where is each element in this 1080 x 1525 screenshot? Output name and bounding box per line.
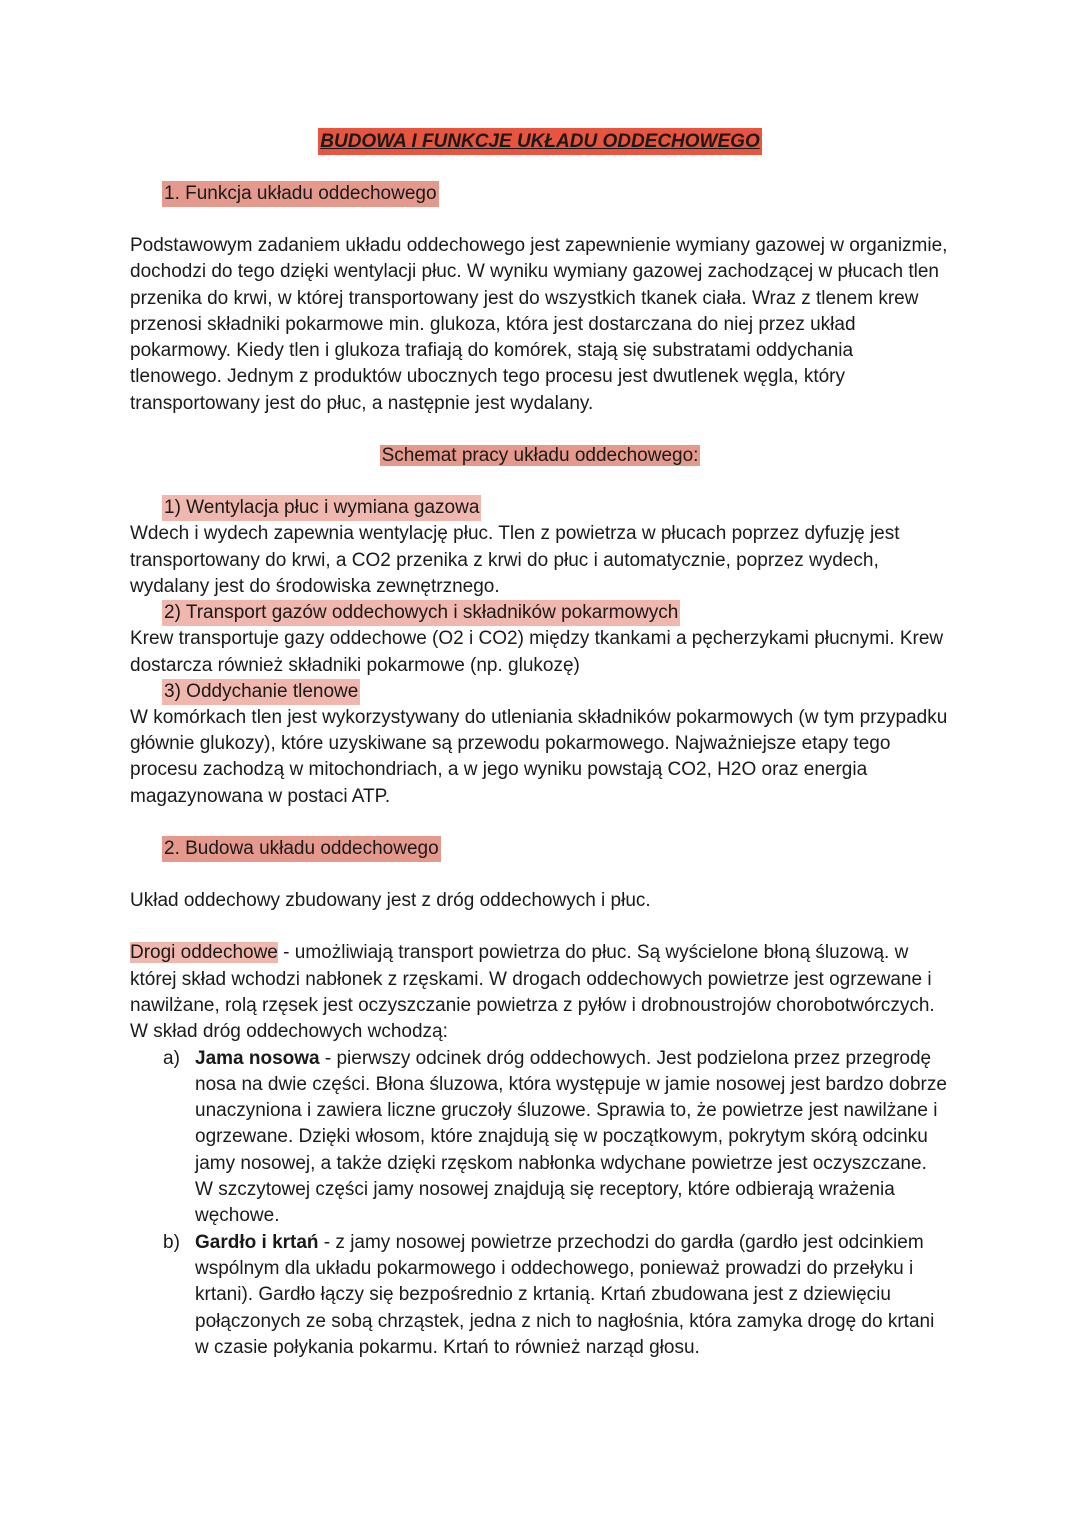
title-row [130,128,950,155]
schemat-item-3 [130,679,950,810]
section-2-heading-row [130,836,950,862]
schemat-item-3-text: W komórkach tlen jest wykorzystywany do utleniania składników pokarmowych (w tym przypadku głównie glukozy), które uzyskiwane są przewodu pokarmowego. Najważniejsze etapy tego procesu zachodzą w mitochondriach, a w jego wyniku powstają CO2, H2O oraz energia magazynowana w postaci ATP. [130,706,948,807]
list-item-term: Gardło i krtań [195,1231,319,1253]
schemat-item-3-heading: 3) Oddychanie tlenowe [162,679,360,705]
list-item [130,1230,950,1361]
drogi-text: - umożliwiają transport powietrza do płuc. Są wyścielone błoną śluzową. w której skład wchodzi nabłonek z rzęskami. W drogach oddechowych powietrze jest ogrzewane i nawilżane, rolą rzęsek jest oczyszczanie powietrza z pyłów i drobnoustrojów chorobotwórczych. W skład dróg oddechowych wchodzą: [130,942,935,1043]
drogi-paragraph [130,940,950,1045]
list-marker: a) [163,1047,180,1069]
drogi-term: Drogi oddechowe [130,942,278,964]
section-1-paragraph: Podstawowym zadaniem układu oddechowego jest zapewnienie wymiany gazowej w organizmie, dochodzi do tego dzięki wentylacji płuc. W wyniku wymiany gazowej zachodzącej w płucach tlen przenika do krwi, w której transportowany jest do wszystkich tkanek ciała. Wraz z tlenem krew przenosi składniki pokarmowe min. glukoza, która jest dostarczana do niej przez układ pokarmowy. Kiedy tlen i glukoza trafiają do komórek, stają się substratami oddychania tlenowego. Jednym z produktów ubocznych tego procesu jest dwutlenek węgla, który transportowany jest do płuc, a następnie jest wydalany. [130,235,948,414]
section-1-heading: 1. Funkcja układu oddechowego [162,181,439,207]
list-item-text: - z jamy nosowej powietrze przechodzi do gardła (gardło jest odcinkiem wspólnym dla układu pokarmowego i oddechowego, ponieważ prowadzi do przełyku i krtani). Gardło łączy się bezpośrednio z krtanią. Krtań zbudowana jest z dziewięciu połączonych ze sobą chrząstek, jedna z nich to nagłośnia, która zamyka drogę do krtani w czasie połykania pokarmu. Krtań to również narząd głosu. [195,1231,935,1358]
drogi-list [130,1046,950,1362]
section-2-intro: Układ oddechowy zbudowany jest z dróg oddechowych i płuc. [130,890,651,912]
schemat-heading: Schemat pracy układu oddechowego: [381,445,699,467]
schemat-item-2-text: Krew transportuje gazy oddechowe (O2 i CO2) między tkankami a pęcherzykami płucnymi. Krew dostarcza również składniki pokarmowe (np. glukozę) [130,628,944,676]
schemat-item-2 [130,600,950,679]
schemat-item-1 [130,495,950,600]
list-item-term: Jama nosowa [195,1047,320,1069]
schemat-item-1-heading: 1) Wentylacja płuc i wymiana gazowa [162,495,481,521]
schemat-item-1-text: Wdech i wydech zapewnia wentylację płuc. Tlen z powietrza w płucach poprzez dyfuzję jest transportowany do krwi, a CO2 przenika z krwi do płuc i automatycznie, poprzez wydech, wydalany jest do środowiska zewnętrznego. [130,523,900,597]
list-item-text: - pierwszy odcinek dróg oddechowych. Jest podzielona przez przegrodę nosa na dwie części. Błona śluzowa, która występuje w jamie nosowej jest bardzo dobrze unaczyniona i zawiera liczne gruczoły śluzowe. Sprawia to, że powietrze jest nawilżane i ogrzewane. Dzięki włosom, które znajdują się w początkowym, pokrytym skórą odcinku jamy nosowej, a także dzięki rzęskom nabłonka wdychane powietrze jest oczyszczane. W szczytowej części jamy nosowej znajdują się receptory, które odbierają wrażenia węchowe. [195,1047,947,1227]
schemat-item-2-heading: 2) Transport gazów oddechowych i składników pokarmowych [162,600,680,626]
section-1-heading-row [130,181,950,207]
list-marker: b) [163,1231,180,1253]
list-item [130,1046,950,1230]
schemat-heading-row [130,443,950,469]
document-title: BUDOWA I FUNKCJE UKŁADU ODDECHOWEGO [318,128,761,155]
section-2-heading: 2. Budowa układu oddechowego [162,836,441,862]
